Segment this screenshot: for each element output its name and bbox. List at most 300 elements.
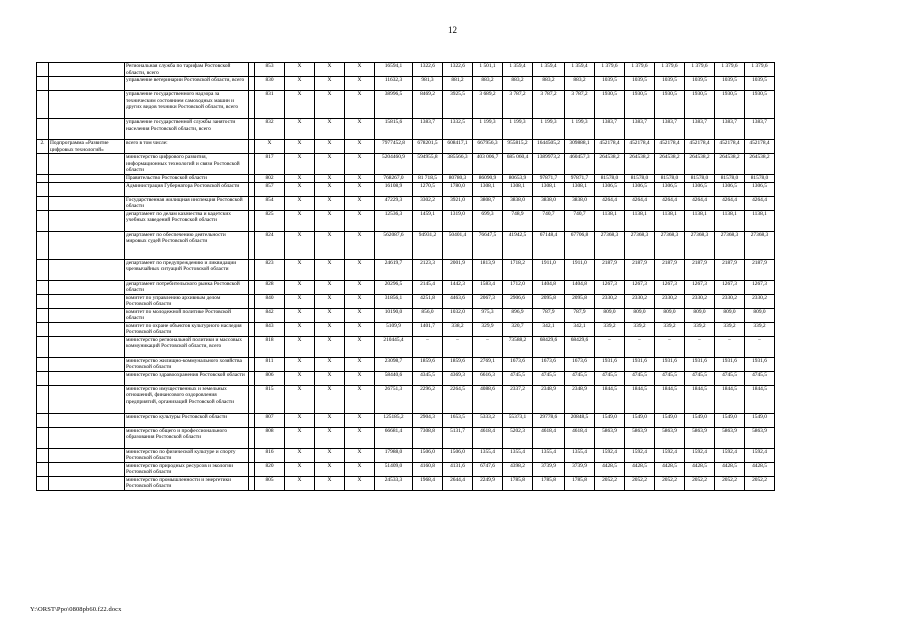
executor-cell: департамент по обеспечению деятельности мировых судей Ростовской области xyxy=(125,231,249,259)
x-mark-cell: Х xyxy=(345,140,375,154)
amount-cell: 3838,0 xyxy=(533,196,565,210)
amount-cell: 2337,2 xyxy=(503,385,533,413)
amount-cell: 20296,5 xyxy=(375,280,413,294)
executor-cell: министерство здравоохранения Ростовской области xyxy=(125,371,249,385)
amount-cell: 1 359,4 xyxy=(533,63,565,77)
executor-cell: управление государственного надзора за техническим состоянием самоходных машин и других видов техники Ростовской области, всего xyxy=(125,91,249,119)
amount-cell: 1308,1 xyxy=(533,182,565,196)
x-mark-cell: Х xyxy=(285,413,315,427)
amount-cell: 1383,7 xyxy=(413,119,443,140)
amount-cell: 12536,3 xyxy=(375,210,413,231)
x-mark-cell: Х xyxy=(315,259,345,280)
amount-cell: 4428,5 xyxy=(685,462,715,476)
amount-cell: 4745,5 xyxy=(533,371,565,385)
amount-cell: 1780,0 xyxy=(443,182,473,196)
table-row xyxy=(37,357,805,371)
x-mark-cell: Х xyxy=(345,259,375,280)
x-mark-cell: Х xyxy=(345,448,375,462)
executor-cell: комитет по управлению архивным делом Ростовской области xyxy=(125,294,249,308)
x-mark-cell: Х xyxy=(315,413,345,427)
row-number-cell xyxy=(37,196,49,210)
amount-cell: 1930,5 xyxy=(655,91,685,119)
amount-cell: 1592,4 xyxy=(685,448,715,462)
program-name-cell xyxy=(49,154,125,175)
x-mark-cell: Х xyxy=(315,154,345,175)
amount-cell: 2264,5 xyxy=(443,385,473,413)
x-mark-cell: Х xyxy=(315,357,345,371)
amount-cell: 1032,0 xyxy=(443,308,473,322)
amount-cell: 4745,5 xyxy=(655,371,685,385)
table-row xyxy=(37,413,805,427)
amount-cell: 5863,9 xyxy=(655,427,685,448)
table-row xyxy=(37,196,805,210)
amount-cell: 1 379,6 xyxy=(625,63,655,77)
amount-cell: 4745,5 xyxy=(595,371,625,385)
x-mark-cell: Х xyxy=(345,182,375,196)
x-mark-cell: Х xyxy=(315,294,345,308)
amount-cell: 1355,4 xyxy=(473,448,503,462)
amount-cell: 1673,6 xyxy=(503,357,533,371)
amount-cell: 4745,5 xyxy=(685,371,715,385)
table-row xyxy=(37,371,805,385)
amount-cell: 809,0 xyxy=(715,308,745,322)
amount-cell: 809,0 xyxy=(745,308,775,322)
row-number-cell xyxy=(37,413,49,427)
table-row xyxy=(37,322,805,336)
amount-cell: 20848,5 xyxy=(565,413,595,427)
amount-cell: 2001,9 xyxy=(443,259,473,280)
amount-cell: 1267,3 xyxy=(595,280,625,294)
amount-cell: 1138,1 xyxy=(595,210,625,231)
amount-cell: 1306,5 xyxy=(625,182,655,196)
program-name-cell xyxy=(49,336,125,357)
amount-cell: 6747,6 xyxy=(473,462,503,476)
x-mark-cell: Х xyxy=(345,462,375,476)
amount-cell: 2052,2 xyxy=(625,476,655,490)
amount-cell: 1644505,2 xyxy=(533,140,565,154)
amount-cell: 3925,5 xyxy=(443,91,473,119)
amount-cell: 4618,4 xyxy=(533,427,565,448)
table-row xyxy=(37,336,805,357)
grbs-code-cell: 832 xyxy=(255,119,285,140)
amount-cell: 883,2 xyxy=(565,77,595,91)
amount-cell: 309888,1 xyxy=(565,140,595,154)
amount-cell: 27368,3 xyxy=(715,231,745,259)
amount-cell: 594955,8 xyxy=(413,154,443,175)
x-mark-cell: Х xyxy=(345,413,375,427)
executor-cell: министерство общего и профессионального образования Ростовской области xyxy=(125,427,249,448)
amount-cell: 883,2 xyxy=(503,77,533,91)
amount-cell: 264538,2 xyxy=(655,154,685,175)
amount-cell: 5863,9 xyxy=(745,427,775,448)
amount-cell: 5863,9 xyxy=(595,427,625,448)
executor-cell: министерство цифрового развития, информационных технологий и связи Ростовской области xyxy=(125,154,249,175)
amount-cell: – xyxy=(715,336,745,357)
amount-cell: 1319,0 xyxy=(443,210,473,231)
amount-cell: 809,0 xyxy=(595,308,625,322)
amount-cell: 883,2 xyxy=(533,77,565,91)
table-row xyxy=(37,462,805,476)
amount-cell: 5333,2 xyxy=(473,413,503,427)
table-row xyxy=(37,119,805,140)
amount-cell: 67706,8 xyxy=(565,231,595,259)
x-mark-cell: Х xyxy=(315,308,345,322)
x-mark-cell: Х xyxy=(345,385,375,413)
grbs-code-cell: 802 xyxy=(255,175,285,183)
amount-cell: 809,0 xyxy=(625,308,655,322)
amount-cell: 975,3 xyxy=(473,308,503,322)
x-mark-cell: Х xyxy=(345,63,375,77)
x-mark-cell: Х xyxy=(345,231,375,259)
table-body xyxy=(37,63,805,491)
x-mark-cell: Х xyxy=(315,476,345,490)
program-name-cell xyxy=(49,427,125,448)
x-mark-cell: Х xyxy=(315,182,345,196)
amount-cell: 329,9 xyxy=(473,322,503,336)
amount-cell: 7977452,8 xyxy=(375,140,413,154)
amount-cell: 27368,3 xyxy=(745,231,775,259)
program-name-cell xyxy=(49,77,125,91)
grbs-code-cell: 808 xyxy=(255,427,285,448)
amount-cell: 685 060,4 xyxy=(503,154,533,175)
amount-cell: 5863,9 xyxy=(625,427,655,448)
amount-cell: 1306,5 xyxy=(715,182,745,196)
amount-cell: – xyxy=(413,336,443,357)
amount-cell: 3838,0 xyxy=(503,196,533,210)
amount-cell: 4088,6 xyxy=(473,385,503,413)
row-number-cell xyxy=(37,371,49,385)
row-number-cell xyxy=(37,259,49,280)
executor-cell: комитет по молодежной политике Ростовской области xyxy=(125,308,249,322)
amount-cell: 338,2 xyxy=(443,322,473,336)
amount-cell: 1401,7 xyxy=(413,322,443,336)
amount-cell: 342,1 xyxy=(565,322,595,336)
x-mark-cell: Х xyxy=(345,427,375,448)
amount-cell: 1844,5 xyxy=(715,385,745,413)
amount-cell: 1322,6 xyxy=(413,63,443,77)
amount-cell: 2145,4 xyxy=(413,280,443,294)
amount-cell: 1306,5 xyxy=(685,182,715,196)
row-number-cell xyxy=(37,448,49,462)
program-name-cell xyxy=(49,280,125,294)
amount-cell: 47229,3 xyxy=(375,196,413,210)
amount-cell: 2249,9 xyxy=(473,476,503,490)
amount-cell: 856,0 xyxy=(413,308,443,322)
amount-cell: 2052,2 xyxy=(745,476,775,490)
amount-cell: 3 787,2 xyxy=(503,91,533,119)
amount-cell: 1592,4 xyxy=(715,448,745,462)
amount-cell: 16594,1 xyxy=(375,63,413,77)
amount-cell: 80653,9 xyxy=(503,175,533,183)
amount-cell: 1267,3 xyxy=(745,280,775,294)
amount-cell: 740,7 xyxy=(565,210,595,231)
row-number-cell xyxy=(37,231,49,259)
amount-cell: 4131,6 xyxy=(443,462,473,476)
amount-cell: 1306,5 xyxy=(655,182,685,196)
amount-cell: – xyxy=(473,336,503,357)
amount-cell: 1 379,6 xyxy=(685,63,715,77)
grbs-code-cell: 853 xyxy=(255,63,285,77)
amount-cell: 1549,0 xyxy=(745,413,775,427)
amount-cell: 86090,9 xyxy=(473,175,503,183)
amount-cell: 1 359,4 xyxy=(503,63,533,77)
amount-cell: 1673,6 xyxy=(565,357,595,371)
executor-cell: Государственная жилищная инспекция Ростовской области xyxy=(125,196,249,210)
row-number-cell: 2. xyxy=(37,140,49,154)
table-row xyxy=(37,308,805,322)
amount-cell: 10190,0 xyxy=(375,308,413,322)
amount-cell: 27368,3 xyxy=(655,231,685,259)
program-name-cell xyxy=(49,119,125,140)
grbs-code-cell: 843 xyxy=(255,322,285,336)
amount-cell: 3 787,2 xyxy=(565,91,595,119)
row-number-cell xyxy=(37,175,49,183)
amount-cell: 2644,4 xyxy=(443,476,473,490)
program-name-cell xyxy=(49,196,125,210)
amount-cell: 1 199,3 xyxy=(533,119,565,140)
amount-cell: 1383,7 xyxy=(655,119,685,140)
amount-cell: 1592,4 xyxy=(625,448,655,462)
amount-cell: 320,7 xyxy=(503,322,533,336)
table-row xyxy=(37,448,805,462)
amount-cell: 1442,3 xyxy=(443,280,473,294)
program-name-cell xyxy=(49,259,125,280)
row-number-cell xyxy=(37,63,49,77)
amount-cell: 339,2 xyxy=(745,322,775,336)
amount-cell: 68429,6 xyxy=(565,336,595,357)
table-row xyxy=(37,280,805,294)
x-mark-cell: Х xyxy=(345,336,375,357)
x-mark-cell: Х xyxy=(345,280,375,294)
amount-cell: 1859,6 xyxy=(413,357,443,371)
table-row xyxy=(37,63,805,77)
x-mark-cell: Х xyxy=(285,336,315,357)
x-mark-cell: Х xyxy=(285,357,315,371)
amount-cell: 1355,4 xyxy=(565,448,595,462)
x-mark-cell: Х xyxy=(315,322,345,336)
amount-cell: 342,1 xyxy=(533,322,565,336)
program-name-cell xyxy=(49,413,125,427)
amount-cell: 1355,4 xyxy=(533,448,565,462)
amount-cell: – xyxy=(443,336,473,357)
table-row xyxy=(37,294,805,308)
amount-cell: 2052,2 xyxy=(685,476,715,490)
amount-cell: 1308,1 xyxy=(565,182,595,196)
x-mark-cell: Х xyxy=(315,336,345,357)
table-row xyxy=(37,91,805,119)
row-number-cell xyxy=(37,336,49,357)
amount-cell: 2348,9 xyxy=(533,385,565,413)
amount-cell: 27368,3 xyxy=(625,231,655,259)
amount-cell: 31856,1 xyxy=(375,294,413,308)
amount-cell: 1306,5 xyxy=(745,182,775,196)
amount-cell: 58440,6 xyxy=(375,371,413,385)
x-mark-cell: Х xyxy=(285,63,315,77)
x-mark-cell: Х xyxy=(345,196,375,210)
amount-cell: 881,2 xyxy=(443,77,473,91)
amount-cell: 1267,3 xyxy=(685,280,715,294)
amount-cell: 1712,0 xyxy=(503,280,533,294)
amount-cell: 1931,6 xyxy=(685,357,715,371)
amount-cell: 81578,0 xyxy=(715,175,745,183)
amount-cell: – xyxy=(595,336,625,357)
executor-cell: министерство культуры Ростовской области xyxy=(125,413,249,427)
amount-cell: 1592,4 xyxy=(595,448,625,462)
amount-cell: 66681,4 xyxy=(375,427,413,448)
amount-cell: 2330,2 xyxy=(655,294,685,308)
row-number-cell xyxy=(37,462,49,476)
x-mark-cell: Х xyxy=(285,182,315,196)
executor-cell: Администрация Губернатора Ростовской области xyxy=(125,182,249,196)
amount-cell: 1039,5 xyxy=(655,77,685,91)
amount-cell: 2052,2 xyxy=(655,476,685,490)
amount-cell: 4428,5 xyxy=(625,462,655,476)
program-name-cell xyxy=(49,91,125,119)
amount-cell: 24619,7 xyxy=(375,259,413,280)
amount-cell: 452178,4 xyxy=(685,140,715,154)
amount-cell: 51409,0 xyxy=(375,462,413,476)
x-mark-cell: Х xyxy=(345,77,375,91)
amount-cell: 1583,4 xyxy=(473,280,503,294)
amount-cell: 1138,1 xyxy=(655,210,685,231)
table-row xyxy=(37,140,805,154)
amount-cell: 2187,9 xyxy=(655,259,685,280)
amount-cell: 2330,2 xyxy=(745,294,775,308)
amount-cell: 2769,1 xyxy=(473,357,503,371)
budget-table xyxy=(36,62,805,491)
amount-cell: 339,2 xyxy=(685,322,715,336)
grbs-code-cell: 823 xyxy=(255,259,285,280)
amount-cell: 1459,1 xyxy=(413,210,443,231)
amount-cell: 1039,5 xyxy=(595,77,625,91)
executor-cell: департамент по предупреждению и ликвидации чрезвычайных ситуаций Ростовской области xyxy=(125,259,249,280)
amount-cell: 94931,2 xyxy=(413,231,443,259)
amount-cell: 1549,0 xyxy=(655,413,685,427)
grbs-code-cell: 828 xyxy=(255,280,285,294)
amount-cell: 2187,9 xyxy=(625,259,655,280)
amount-cell: 1322,6 xyxy=(443,63,473,77)
amount-cell: 264538,2 xyxy=(745,154,775,175)
amount-cell: 2052,2 xyxy=(715,476,745,490)
x-mark-cell: Х xyxy=(315,371,345,385)
amount-cell: 787,9 xyxy=(565,308,595,322)
row-number-cell xyxy=(37,385,49,413)
amount-cell: 1267,3 xyxy=(655,280,685,294)
amount-cell: 5109,9 xyxy=(375,322,413,336)
x-mark-cell: Х xyxy=(285,210,315,231)
amount-cell: 1308,1 xyxy=(473,182,503,196)
amount-cell: 1404,8 xyxy=(533,280,565,294)
amount-cell: 1968,4 xyxy=(413,476,443,490)
amount-cell: 2330,2 xyxy=(715,294,745,308)
amount-cell: 1549,0 xyxy=(715,413,745,427)
x-mark-cell: Х xyxy=(285,371,315,385)
amount-cell: 4369,3 xyxy=(443,371,473,385)
amount-cell: 264538,2 xyxy=(715,154,745,175)
amount-cell: 1930,5 xyxy=(595,91,625,119)
amount-cell: 1844,5 xyxy=(685,385,715,413)
amount-cell: 2904,3 xyxy=(413,413,443,427)
amount-cell: 27368,3 xyxy=(595,231,625,259)
grbs-code-cell: 811 xyxy=(255,357,285,371)
amount-cell: 452178,4 xyxy=(595,140,625,154)
amount-cell: 2095,8 xyxy=(565,294,595,308)
x-mark-cell: Х xyxy=(345,294,375,308)
grbs-code-cell: 857 xyxy=(255,182,285,196)
row-number-cell xyxy=(37,294,49,308)
x-mark-cell: Х xyxy=(285,385,315,413)
table-row xyxy=(37,259,805,280)
x-mark-cell: Х xyxy=(315,63,345,77)
program-name-cell xyxy=(49,175,125,183)
executor-cell: управление государственной службы занятости населения Ростовской области, всего xyxy=(125,119,249,140)
x-mark-cell: Х xyxy=(315,210,345,231)
row-number-cell xyxy=(37,308,49,322)
executor-cell: Правительство Ростовской области xyxy=(125,175,249,183)
x-mark-cell: Х xyxy=(345,175,375,183)
amount-cell: 2330,2 xyxy=(625,294,655,308)
amount-cell: 2067,3 xyxy=(473,294,503,308)
amount-cell: 1844,5 xyxy=(595,385,625,413)
amount-cell: 1 379,6 xyxy=(595,63,625,77)
amount-cell: 4428,5 xyxy=(655,462,685,476)
amount-cell: 1931,6 xyxy=(625,357,655,371)
amount-cell: 608417,1 xyxy=(443,140,473,154)
amount-cell: 460457,3 xyxy=(565,154,595,175)
amount-cell: 8469,2 xyxy=(413,91,443,119)
amount-cell: 452178,4 xyxy=(625,140,655,154)
amount-cell: 81578,0 xyxy=(685,175,715,183)
amount-cell: 339,2 xyxy=(625,322,655,336)
x-mark-cell: Х xyxy=(285,259,315,280)
amount-cell: 41942,5 xyxy=(503,231,533,259)
amount-cell: 4745,5 xyxy=(715,371,745,385)
x-mark-cell: Х xyxy=(285,476,315,490)
executor-cell: министерство региональной политики и массовых коммуникаций Ростовской области, всего xyxy=(125,336,249,357)
amount-cell: 748,9 xyxy=(503,210,533,231)
amount-cell: 740,7 xyxy=(533,210,565,231)
amount-cell: 11632,3 xyxy=(375,77,413,91)
amount-cell: 1 379,6 xyxy=(715,63,745,77)
amount-cell: 1506,0 xyxy=(443,448,473,462)
amount-cell: 4251,8 xyxy=(413,294,443,308)
amount-cell: 4264,4 xyxy=(685,196,715,210)
amount-cell: 2123,3 xyxy=(413,259,443,280)
amount-cell: 981,3 xyxy=(413,77,443,91)
program-name-cell xyxy=(49,308,125,322)
program-name-cell xyxy=(49,462,125,476)
x-mark-cell: Х xyxy=(285,140,315,154)
x-mark-cell: Х xyxy=(345,210,375,231)
amount-cell: 81578,0 xyxy=(595,175,625,183)
amount-cell: 678201,5 xyxy=(413,140,443,154)
amount-cell: 1039,5 xyxy=(625,77,655,91)
row-number-cell xyxy=(37,91,49,119)
amount-cell: 4160,8 xyxy=(413,462,443,476)
row-number-cell xyxy=(37,357,49,371)
amount-cell: 1306,5 xyxy=(595,182,625,196)
program-name-cell xyxy=(49,357,125,371)
grbs-code-cell: 817 xyxy=(255,154,285,175)
executor-cell: департамент потребительского рынка Ростовской области xyxy=(125,280,249,294)
amount-cell: 1039,5 xyxy=(715,77,745,91)
table-row xyxy=(37,175,805,183)
amount-cell: 1039,5 xyxy=(685,77,715,91)
x-mark-cell: Х xyxy=(315,196,345,210)
amount-cell: 403 006,7 xyxy=(473,154,503,175)
amount-cell: 68429,6 xyxy=(533,336,565,357)
amount-cell: 1931,6 xyxy=(715,357,745,371)
